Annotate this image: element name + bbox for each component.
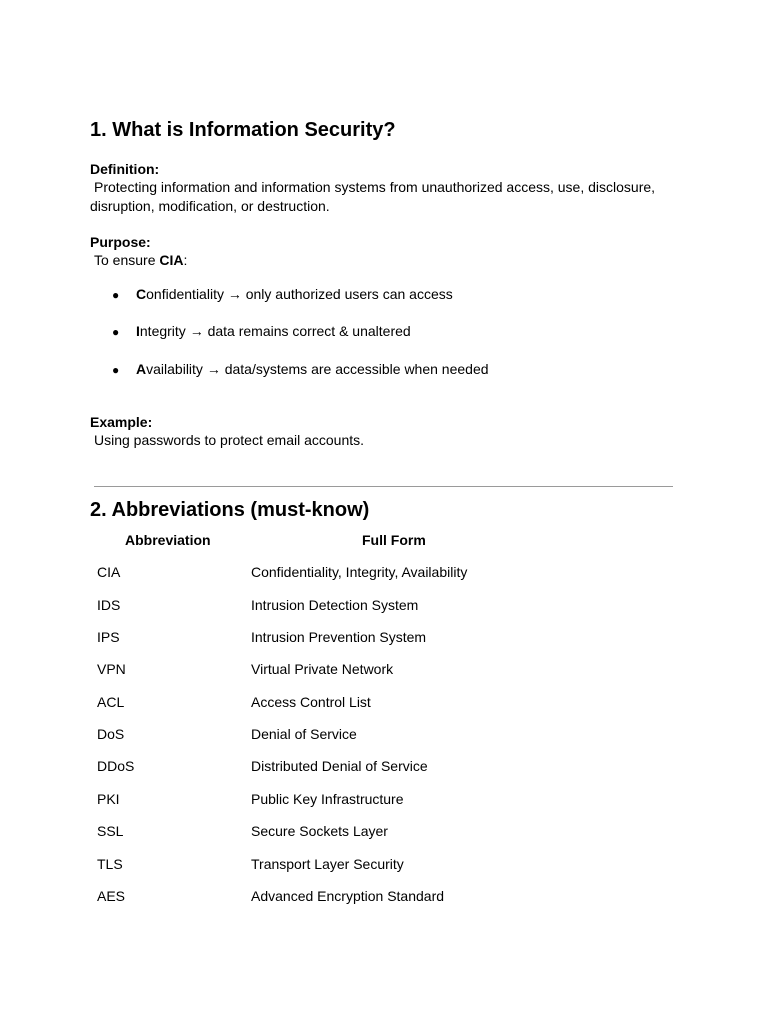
example-text (90, 431, 670, 450)
table-cell-full: Confidentiality, Integrity, Availability (251, 564, 468, 580)
table-cell-full: Virtual Private Network (251, 661, 394, 677)
purpose-prefix: To ensure (94, 252, 160, 268)
purpose-text (90, 251, 670, 270)
table-cell-abbr: AES (97, 888, 126, 904)
bullet-initial: I (136, 323, 140, 339)
example-label: Example: (90, 414, 153, 430)
purpose-label: Purpose: (90, 234, 151, 250)
bullet-text: ntegrity → data remains correct & unaltered (139, 323, 411, 339)
definition-label: Definition: (90, 161, 160, 177)
table-cell-abbr: VPN (97, 661, 126, 677)
table-cell-full: Intrusion Detection System (251, 597, 419, 613)
table-cell-abbr: CIA (97, 564, 121, 580)
section-divider (94, 486, 673, 487)
bullet-icon: ● (112, 288, 120, 302)
table-cell-abbr: ACL (97, 694, 125, 710)
column-header-full-form: Full Form (362, 532, 426, 548)
definition-text (90, 178, 670, 216)
purpose-cia: CIA (159, 252, 184, 268)
table-cell-full: Access Control List (251, 694, 371, 710)
column-header-abbreviation: Abbreviation (125, 532, 211, 548)
section-1-heading: 1. What is Information Security? (90, 119, 396, 141)
table-cell-abbr: IPS (97, 629, 120, 645)
example-text-content: Using passwords to protect email accounts. (94, 432, 365, 448)
table-cell-full: Secure Sockets Layer (251, 823, 388, 839)
table-cell-abbr: PKI (97, 791, 120, 807)
table-cell-full: Public Key Infrastructure (251, 791, 404, 807)
table-cell-abbr: SSL (97, 823, 124, 839)
section-2-heading: 2. Abbreviations (must-know) (90, 499, 370, 521)
bullet-icon: ● (112, 363, 120, 377)
bullet-initial: C (136, 286, 147, 302)
table-cell-abbr: DoS (97, 726, 125, 742)
table-cell-abbr: IDS (97, 597, 121, 613)
bullet-text: onfidentiality → only authorized users can access (146, 286, 453, 302)
table-cell-full: Transport Layer Security (251, 856, 404, 872)
table-cell-abbr: TLS (97, 856, 123, 872)
bullet-initial: A (136, 361, 147, 377)
bullet-icon: ● (112, 325, 120, 339)
list-item (112, 360, 489, 379)
table-cell-full: Intrusion Prevention System (251, 629, 427, 645)
table-cell-full: Advanced Encryption Standard (251, 888, 445, 904)
purpose-suffix: : (183, 252, 188, 268)
list-item (112, 285, 453, 304)
table-cell-full: Denial of Service (251, 726, 357, 742)
list-item (112, 322, 411, 341)
table-cell-full: Distributed Denial of Service (251, 758, 428, 774)
bullet-text: vailability → data/systems are accessible when needed (146, 361, 489, 377)
table-cell-abbr: DDoS (97, 758, 135, 774)
definition-text-content: Protecting information and information systems from unauthorized access, use, disclosure, disruption, modification, or destruction. (90, 179, 656, 214)
